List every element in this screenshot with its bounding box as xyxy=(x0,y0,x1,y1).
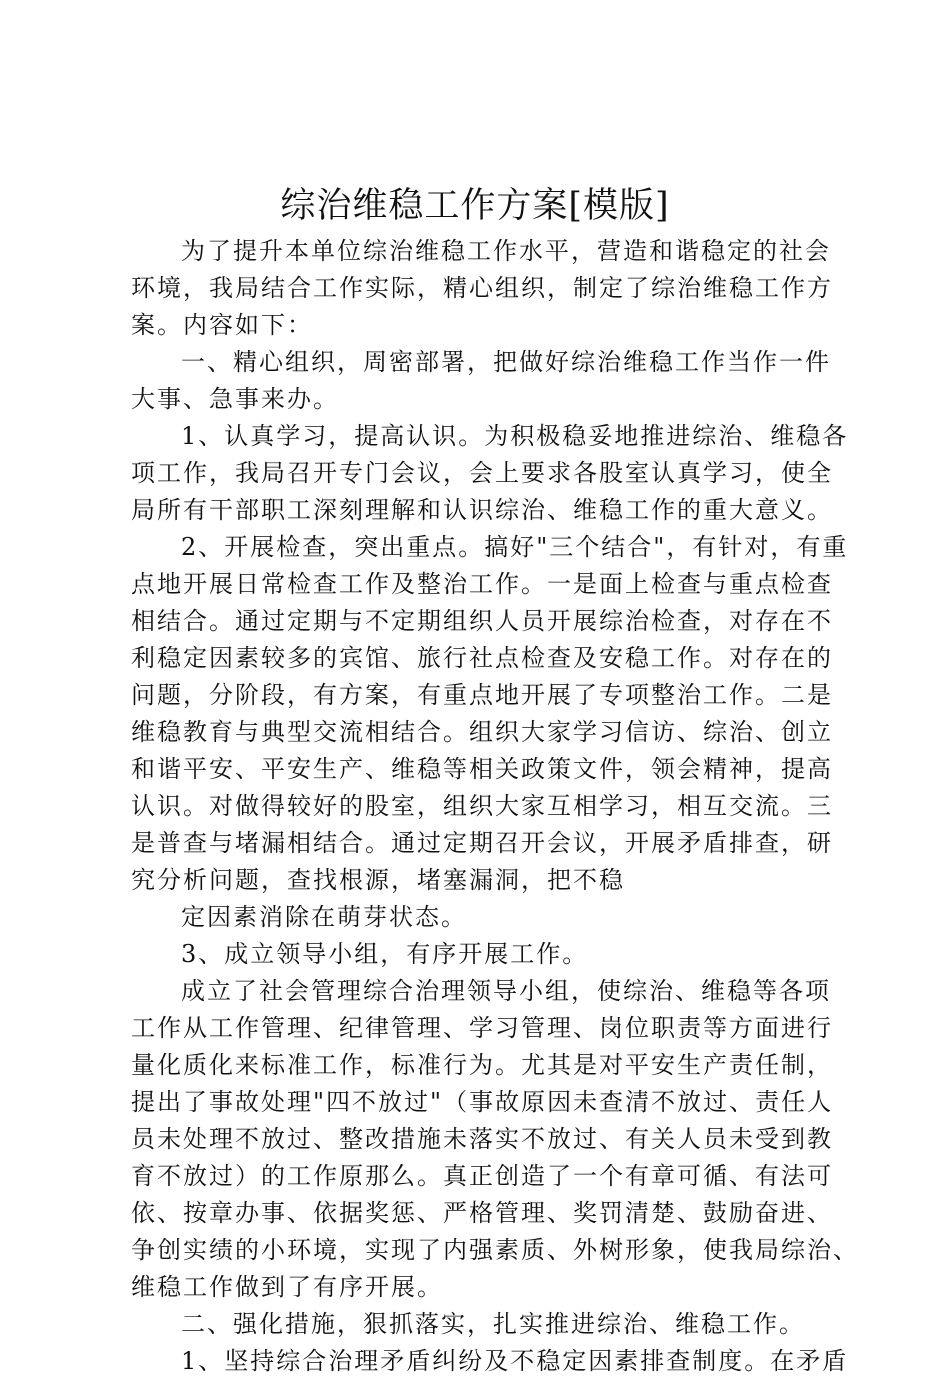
body-text-line: 点地开展日常检查工作及整治工作。一是面上检查与重点检查 xyxy=(131,570,833,598)
body-text-line: 项工作，我局召开专门会议，会上要求各股室认真学习，使全 xyxy=(131,459,833,487)
body-text-line: 工作从工作管理、纪律管理、学习管理、岗位职责等方面进行 xyxy=(131,1014,833,1042)
body-text-line: 定因素消除在萌芽状态。 xyxy=(181,903,467,931)
body-text-line: 量化质化来标准工作，标准行为。尤其是对平安生产责任制， xyxy=(131,1051,833,1079)
body-text-line: 一、精心组织，周密部署，把做好综治维稳工作当作一件 xyxy=(181,348,831,376)
document-title: 综治维稳工作方案[模版] xyxy=(280,186,670,226)
body-text-line: 维稳教育与典型交流相结合。组织大家学习信访、综治、创立 xyxy=(131,718,833,746)
body-text-line: 争创实绩的小环境，实现了内强素质、外树形象，使我局综治、 xyxy=(131,1236,859,1264)
body-text-line: 二、强化措施，狠抓落实，扎实推进综治、维稳工作。 xyxy=(181,1310,805,1338)
body-text-line: 利稳定因素较多的宾馆、旅行社点检查及安稳工作。对存在的 xyxy=(131,644,833,672)
body-text-line: 1、坚持综合治理矛盾纠纷及不稳定因素排查制度。在矛盾 xyxy=(181,1347,849,1375)
body-text-line: 2、开展检查，突出重点。搞好"三个结合"，有针对，有重 xyxy=(181,533,849,561)
body-text-line: 依、按章办事、依据奖惩、严格管理、奖罚清楚、鼓励奋进、 xyxy=(131,1199,833,1227)
body-text-line: 员未处理不放过、整改措施未落实不放过、有关人员未受到教 xyxy=(131,1125,833,1153)
document-body xyxy=(131,233,859,1380)
body-text-line: 和谐平安、平安生产、维稳等相关政策文件，领会精神，提高 xyxy=(131,755,833,783)
body-text-line: 大事、急事来办。 xyxy=(131,385,339,413)
body-text-line: 成立了社会管理综合治理领导小组，使综治、维稳等各项 xyxy=(181,977,831,1005)
body-text-line: 究分析问题，查找根源，堵塞漏洞，把不稳 xyxy=(131,866,625,894)
body-text-line: 维稳工作做到了有序开展。 xyxy=(131,1273,443,1301)
body-text-line: 为了提升本单位综治维稳工作水平，营造和谐稳定的社会 xyxy=(181,237,831,265)
body-text-line: 问题，分阶段，有方案，有重点地开展了专项整治工作。二是 xyxy=(131,681,833,709)
body-text-line: 1、认真学习，提高认识。为积极稳妥地推进综治、维稳各 xyxy=(181,422,849,450)
body-text-line: 3、成立领导小组，有序开展工作。 xyxy=(181,940,589,968)
body-text-line: 局所有干部职工深刻理解和认识综治、维稳工作的重大意义。 xyxy=(131,496,833,524)
body-text-line: 提出了事故处理"四不放过"（事故原因未查清不放过、责任人 xyxy=(131,1088,834,1116)
body-text-line: 认识。对做得较好的股室，组织大家互相学习，相互交流。三 xyxy=(131,792,833,820)
body-text-line: 环境，我局结合工作实际，精心组织，制定了综治维稳工作方 xyxy=(131,274,833,302)
body-text-line: 育不放过）的工作原那么。真正创造了一个有章可循、有法可 xyxy=(131,1162,833,1190)
body-text-line: 是普查与堵漏相结合。通过定期召开会议，开展矛盾排查，研 xyxy=(131,829,833,857)
body-text-line: 相结合。通过定期与不定期组织人员开展综治检查，对存在不 xyxy=(131,607,833,635)
body-text-line: 案。内容如下： xyxy=(131,311,313,339)
